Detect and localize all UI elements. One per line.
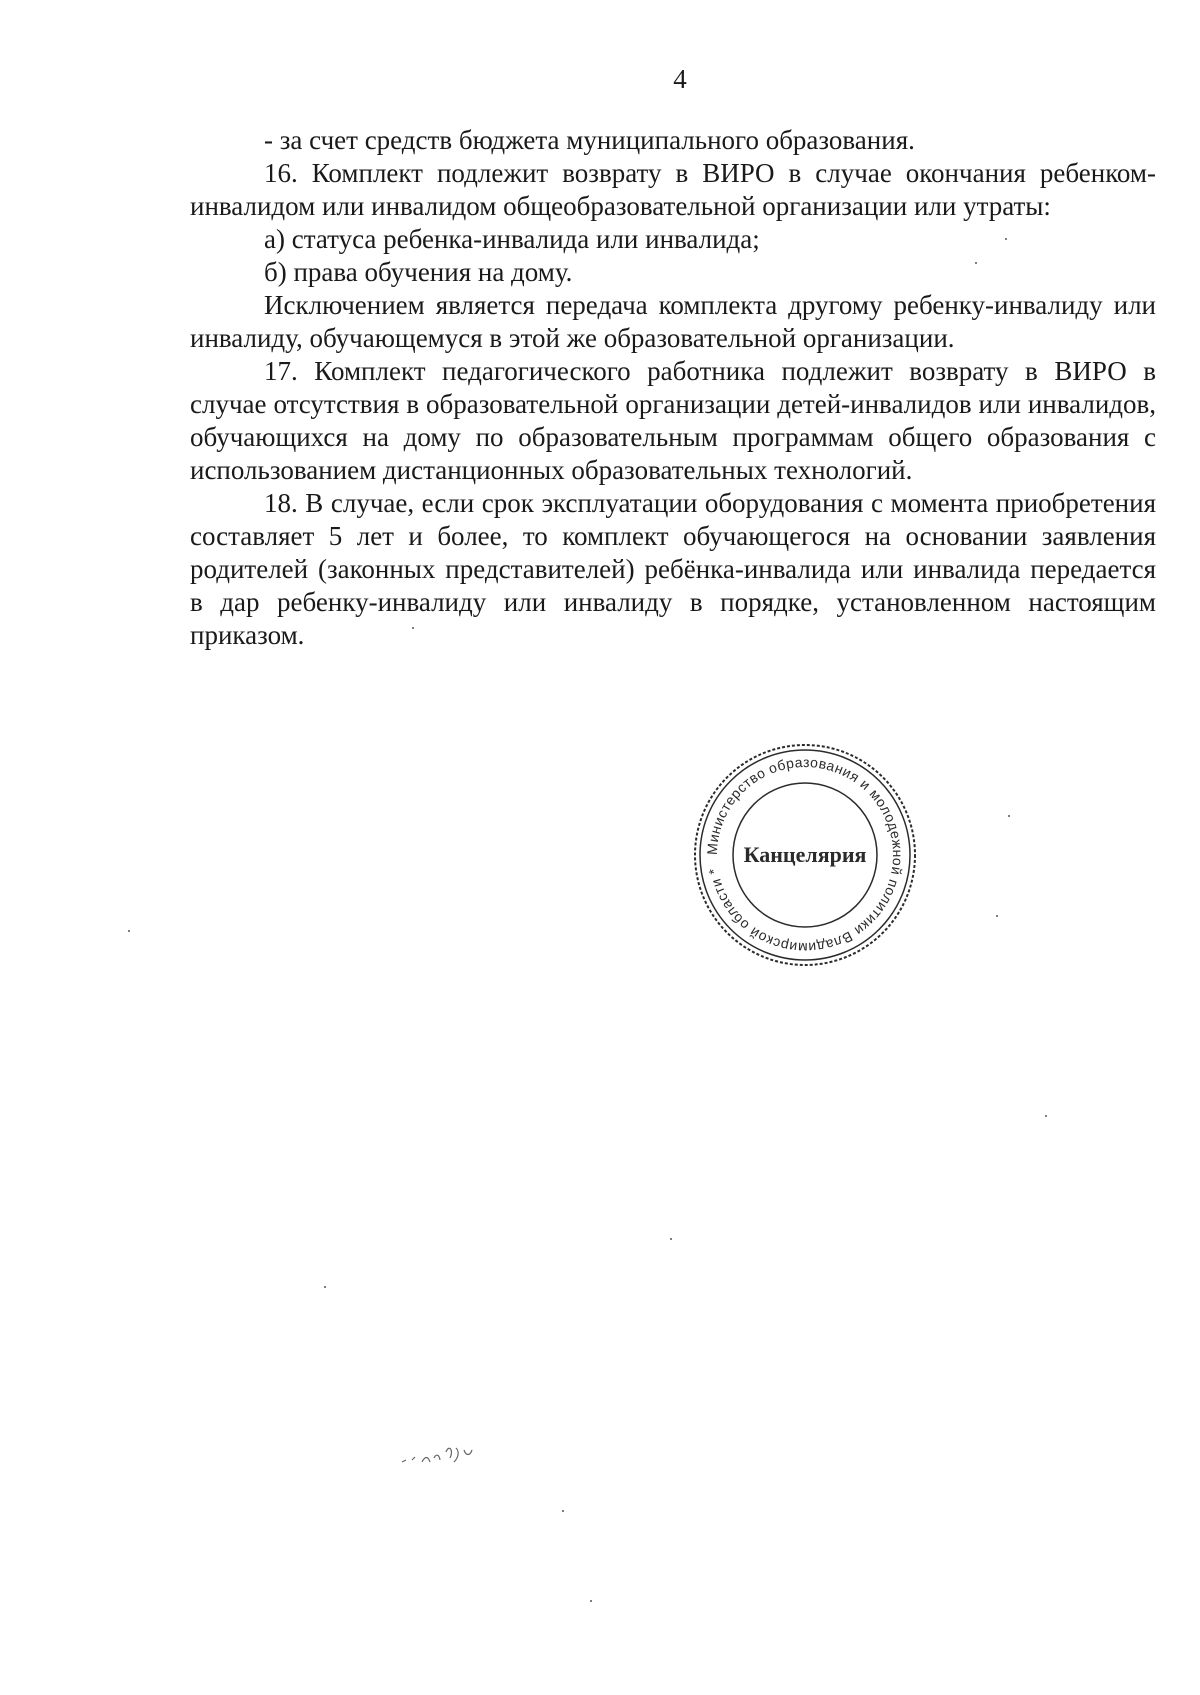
scan-speck [1005,238,1007,240]
scan-speck [996,915,998,917]
scan-speck [975,262,977,264]
scan-speck [1008,815,1010,817]
stamp-center-text: Канцелярия [743,842,867,867]
scan-speck [412,627,414,629]
paragraph-item-17: 17. Комплект педагогического работника подлежит возврату в ВИРО в случае отсутствия в образовательной организации детей-инвалидов или инвалидов, обучающихся на дому по образовательным программам общего образования с использованием дистанционных образовательных технологий. [190,356,1156,485]
scan-speck [670,1238,672,1240]
paragraph-exception: Исключением является передача комплекта другому ребенку-инвалиду или инвалиду, обучающемуся в этой же образовательной организации. [190,290,1156,353]
scan-speck [562,1510,564,1512]
paragraph-item-16: 16. Комплект подлежит возврату в ВИРО в случае окончания ребенком-инвалидом или инвалидом общеобразовательной организации или утраты: [190,158,1156,221]
scan-speck [128,930,130,932]
stamp-ring-text: Министерство образования и молодежной политики Владимирской области * [703,753,907,957]
scan-speck [1045,1115,1047,1117]
document-body [190,124,1156,652]
scan-speck [590,1600,592,1602]
handwritten-mark [400,1440,510,1470]
paragraph-item-16-a: а) статуса ребенка-инвалида или инвалида; [264,224,760,254]
scan-speck [324,1286,326,1288]
page-number: 4 [673,64,687,94]
paragraph-item-18: 18. В случае, если срок эксплуатации оборудования с момента приобретения составляет 5 лет и более, то комплект обучающегося на основании заявления родителей (законных представителей) ребёнка-инвалида или инвалида передается в дар ребенку-инвалиду или инвалиду в порядке, установленном настоящим приказом. [190,488,1156,650]
paragraph-item-16-b: б) права обучения на дому. [264,257,573,287]
office-stamp [690,740,920,970]
paragraph-budget-item: - за счет средств бюджета муниципального образования. [264,125,915,155]
